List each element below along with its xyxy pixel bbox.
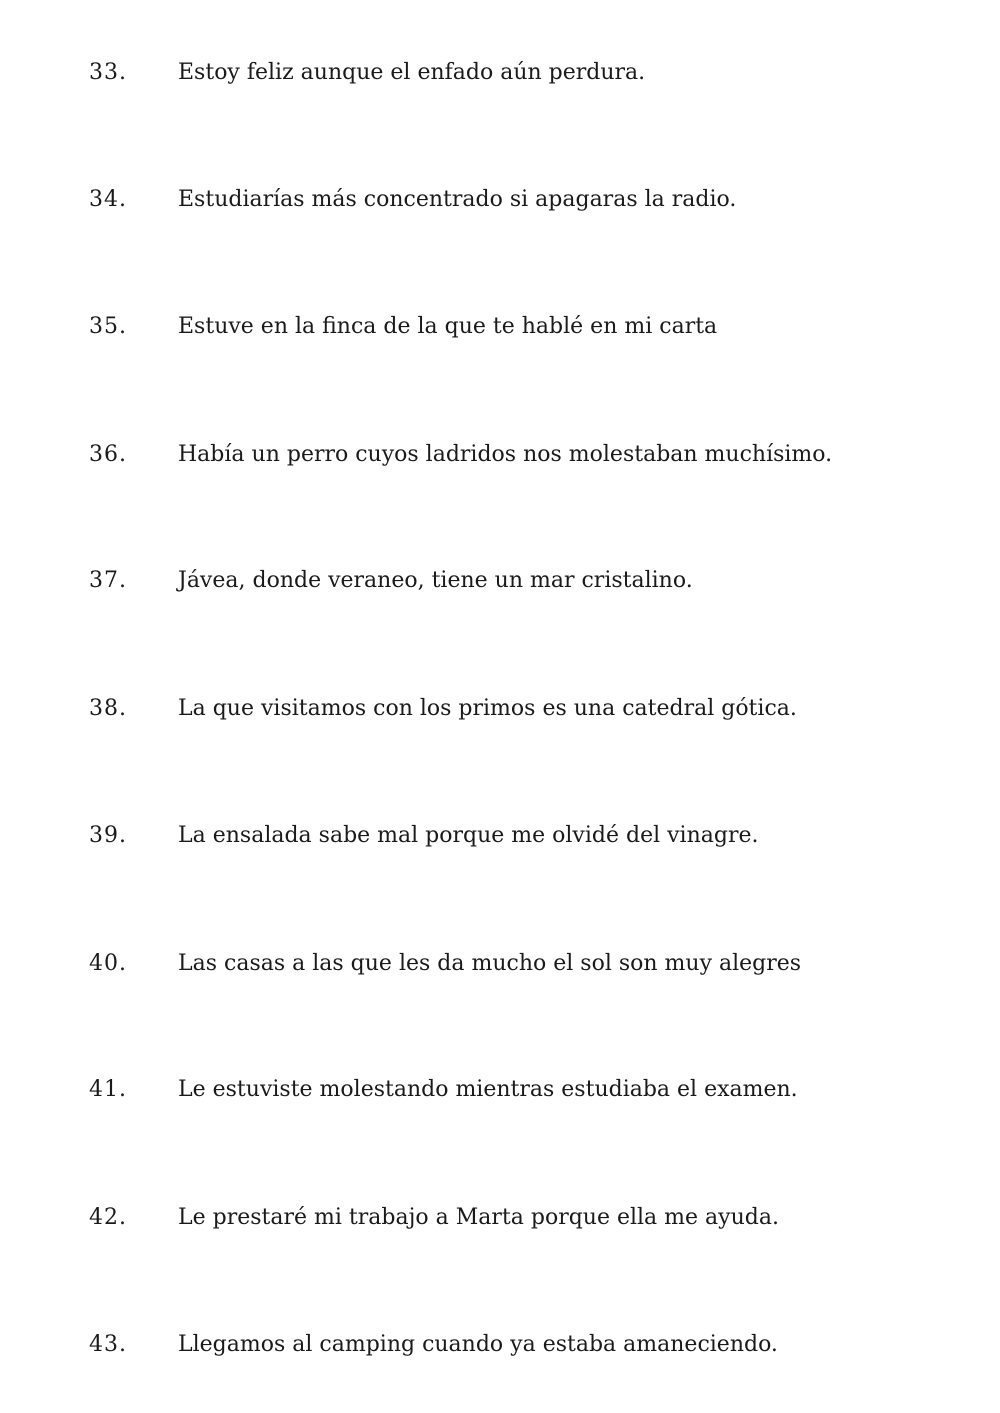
- sentence-item: [0, 435, 1000, 475]
- sentence-text: La ensalada sabe mal porque me olvidé del vinagre.: [178, 823, 759, 848]
- sentence-number: 39.: [89, 823, 127, 848]
- sentence-text: Las casas a las que les da mucho el sol son muy alegres: [178, 951, 802, 976]
- sentence-number: 34.: [89, 187, 127, 212]
- sentence-text: La que visitamos con los primos es una catedral gótica.: [178, 696, 797, 721]
- sentence-text: Había un perro cuyos ladridos nos molestaban muchísimo.: [178, 442, 833, 467]
- sentence-number: 37.: [89, 568, 127, 593]
- sentence-number: 35.: [89, 314, 127, 339]
- sentence-item: [0, 689, 1000, 729]
- sentence-number: 36.: [89, 442, 127, 467]
- sentence-number: 41.: [89, 1077, 127, 1102]
- sentence-number: 42.: [89, 1205, 127, 1230]
- sentence-text: Llegamos al camping cuando ya estaba amaneciendo.: [178, 1332, 778, 1357]
- sentence-text: Le prestaré mi trabajo a Marta porque ella me ayuda.: [178, 1205, 779, 1230]
- sentence-item: [0, 1070, 1000, 1110]
- sentence-text: Jávea, donde veraneo, tiene un mar cristalino.: [178, 568, 693, 593]
- sentence-text: Estudiarías más concentrado si apagaras la radio.: [178, 187, 737, 212]
- sentence-number: 40.: [89, 951, 127, 976]
- sentence-item: [0, 1198, 1000, 1238]
- sentence-item: [0, 1325, 1000, 1365]
- sentence-text: Le estuviste molestando mientras estudiaba el examen.: [178, 1077, 798, 1102]
- sentence-number: 33.: [89, 60, 127, 85]
- sentence-number: 38.: [89, 696, 127, 721]
- sentence-item: [0, 307, 1000, 347]
- sentence-item: [0, 180, 1000, 220]
- sentence-item: [0, 944, 1000, 984]
- sentence-text: Estuve en la finca de la que te hablé en mi carta: [178, 314, 718, 339]
- sentence-item: [0, 561, 1000, 601]
- sentence-item: [0, 53, 1000, 93]
- sentence-text: Estoy feliz aunque el enfado aún perdura.: [178, 60, 646, 85]
- sentence-item: [0, 816, 1000, 856]
- sentence-number: 43.: [89, 1332, 127, 1357]
